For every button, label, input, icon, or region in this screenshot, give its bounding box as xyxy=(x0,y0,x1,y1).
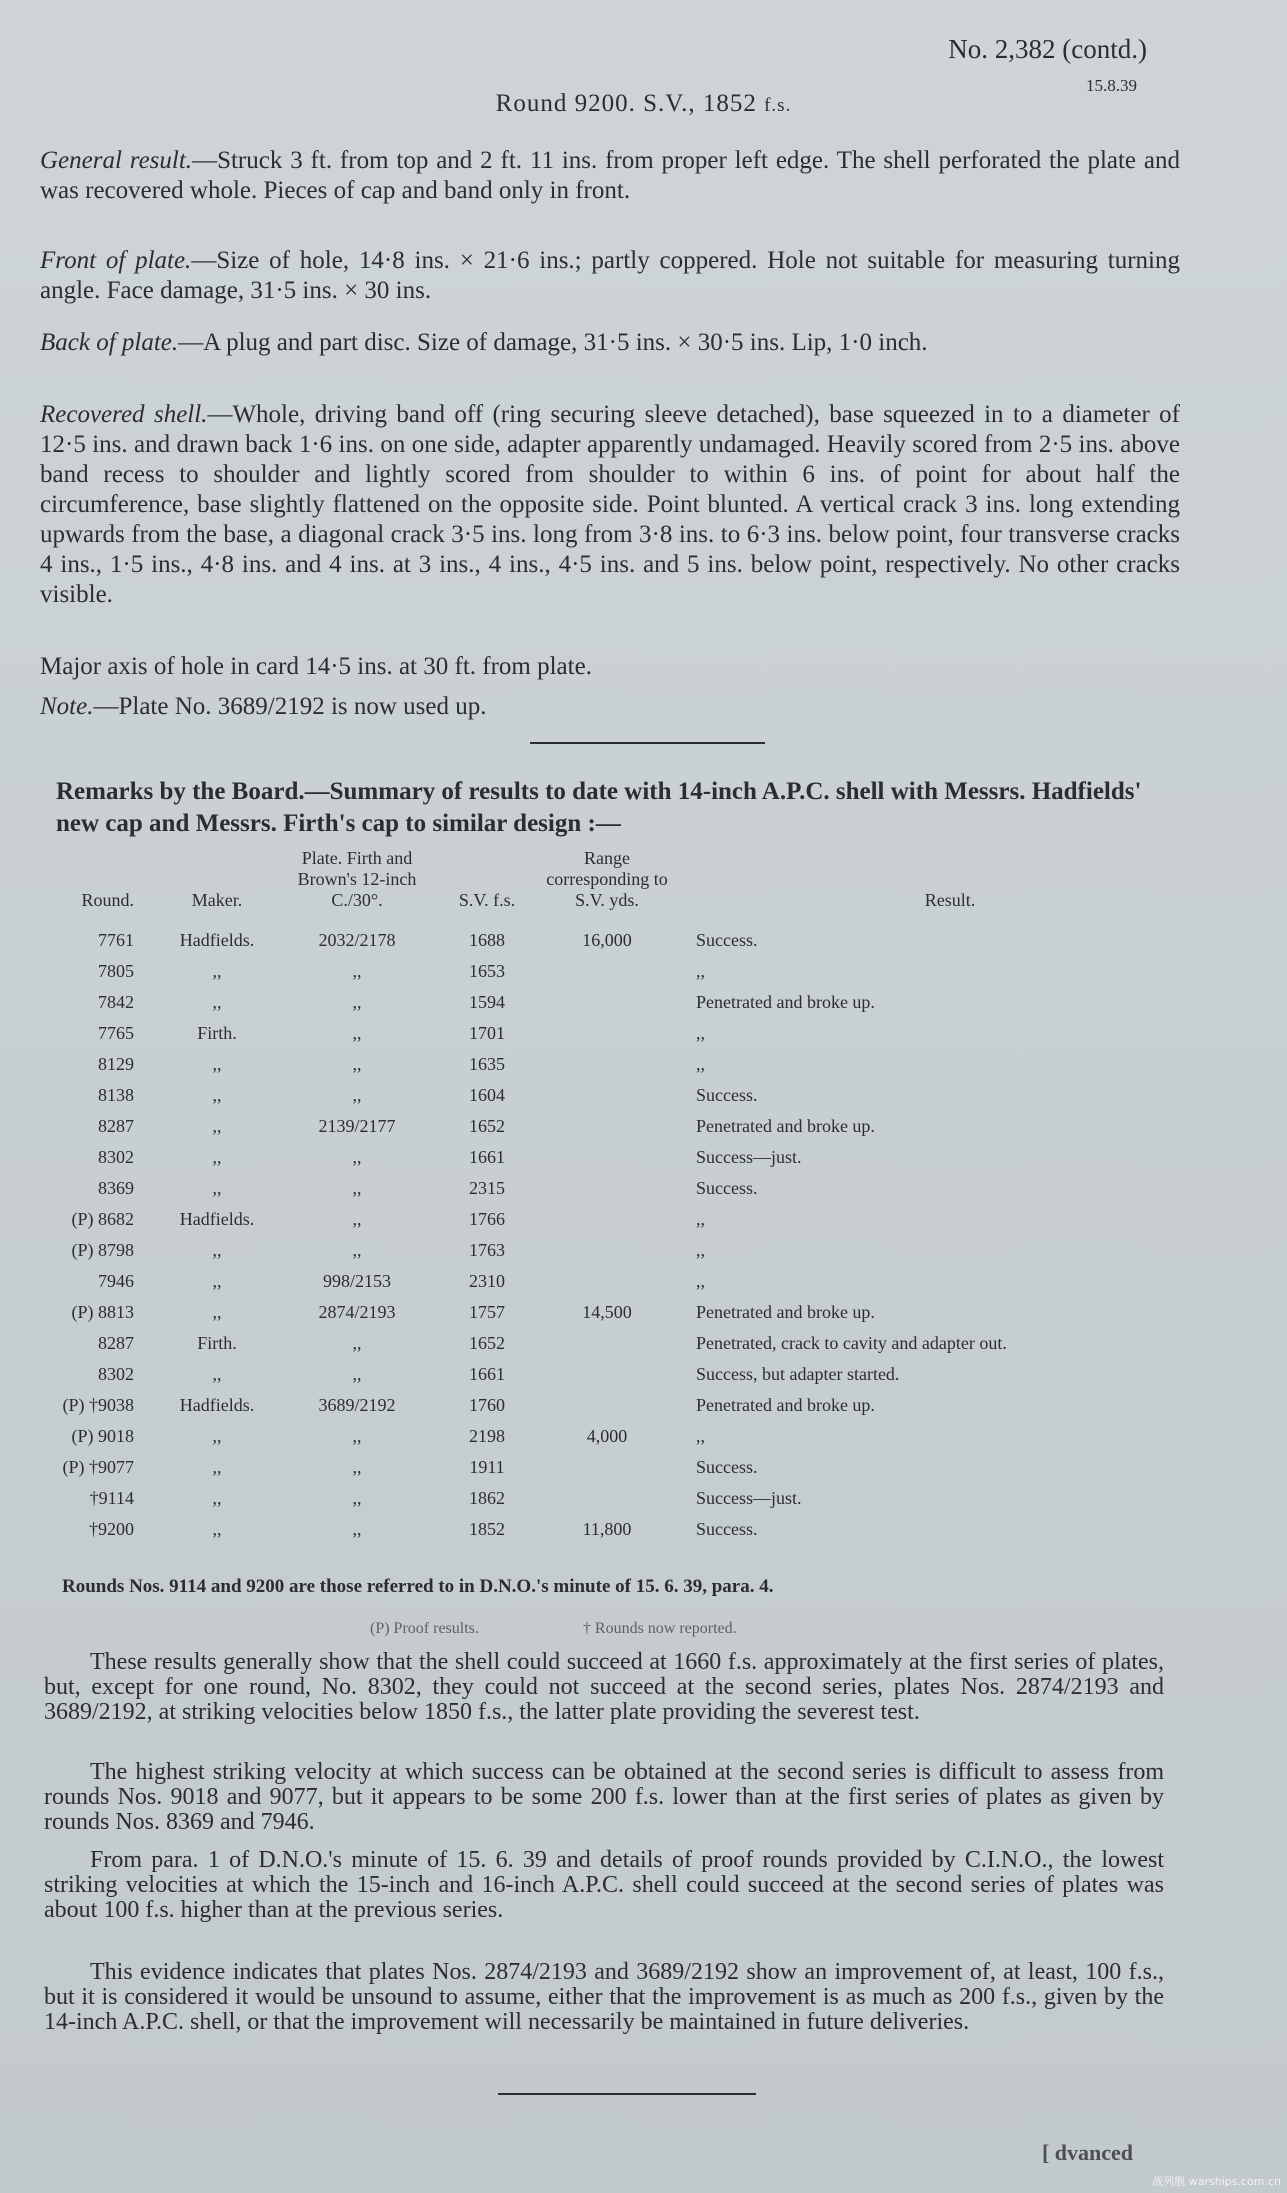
cell-round: (P) †9077 xyxy=(62,1457,134,1477)
table-row xyxy=(44,1204,1204,1235)
section-heading: Front of plate. xyxy=(40,247,192,274)
cell-maker: ,, xyxy=(212,1426,222,1446)
cell-result: ,, xyxy=(696,1271,705,1291)
cell-result: Success—just. xyxy=(696,1147,802,1167)
document-date: 15.8.39 xyxy=(1086,76,1137,95)
cell-range: 4,000 xyxy=(586,1426,628,1446)
cell-round: †9200 xyxy=(89,1519,134,1539)
cell-range xyxy=(542,1204,672,1235)
cell-result: ,, xyxy=(696,1426,705,1446)
cell-result: Penetrated and broke up. xyxy=(696,992,875,1012)
paragraph-3: From para. 1 of D.N.O.'s minute of 15. 6. 39 and details of proof rounds provided by C.I.N.O., the lowest striking velocities at which the 15-inch and 16-inch A.P.C. shell could succeed at the second series of plates was about 100 f.s. higher than at the previous series. xyxy=(44,1847,1164,1923)
table-row xyxy=(44,1235,1204,1266)
cell-plate: ,, xyxy=(352,1054,362,1074)
cell-plate: ,, xyxy=(352,1085,362,1105)
section-general-result xyxy=(40,146,1180,206)
cell-maker: ,, xyxy=(212,1085,222,1105)
cell-plate: ,, xyxy=(352,1147,362,1167)
cell-sv: 1635 xyxy=(469,1054,505,1074)
cell-sv: 1766 xyxy=(469,1209,505,1229)
paragraph-2: The highest striking velocity at which success can be obtained at the second series is difficult to assess from rounds Nos. 9018 and 9077, but it appears to be some 200 f.s. lower than at the first series of plates as given by rounds Nos. 8369 and 7946. xyxy=(44,1759,1164,1835)
table-row xyxy=(44,1111,1204,1142)
cell-range: 16,000 xyxy=(582,930,632,950)
section-text: Major axis of hole in card 14·5 ins. at 30 ft. from plate. xyxy=(40,653,592,680)
footer-catchword: [ dvanced xyxy=(1041,2140,1133,2165)
cell-result: Success. xyxy=(696,1457,758,1477)
section-heading: Recovered shell. xyxy=(40,401,208,428)
table-row xyxy=(44,1359,1204,1390)
cell-result: Success. xyxy=(696,1519,758,1539)
section-note xyxy=(40,692,1180,722)
cell-range xyxy=(542,1049,672,1080)
table-row xyxy=(44,925,1204,956)
cell-plate: ,, xyxy=(352,992,362,1012)
table-key-dagger: † Rounds now reported. xyxy=(582,1620,737,1637)
cell-round: 8129 xyxy=(98,1054,134,1074)
table-row xyxy=(44,987,1204,1018)
cell-plate: ,, xyxy=(352,1333,362,1353)
cell-plate: 3689/2192 xyxy=(318,1395,396,1415)
table-row xyxy=(44,1297,1204,1328)
cell-round: (P) 9018 xyxy=(71,1426,134,1446)
cell-result: Success. xyxy=(696,1178,758,1198)
cell-plate: 2032/2178 xyxy=(318,930,396,950)
cell-sv: 1653 xyxy=(469,961,505,981)
section-back-of-plate xyxy=(40,328,1180,358)
cell-range xyxy=(542,1390,672,1421)
col-range-header: Range corresponding to S.V. yds. xyxy=(546,848,668,910)
cell-sv: 1652 xyxy=(469,1333,505,1353)
cell-result: Penetrated and broke up. xyxy=(696,1116,875,1136)
cell-plate: ,, xyxy=(352,1209,362,1229)
cell-range xyxy=(542,1235,672,1266)
cell-plate: ,, xyxy=(352,1457,362,1477)
cell-sv: 1757 xyxy=(469,1302,505,1322)
cell-round: 8287 xyxy=(98,1333,134,1353)
cell-range xyxy=(542,956,672,987)
cell-maker: ,, xyxy=(212,1147,222,1167)
cell-sv: 2198 xyxy=(469,1426,505,1446)
table-row xyxy=(44,1514,1204,1545)
cell-sv: 1604 xyxy=(469,1085,505,1105)
cell-plate: 2874/2193 xyxy=(318,1302,396,1322)
col-maker-header: Maker. xyxy=(191,890,243,910)
col-sv-header: S.V. f.s. xyxy=(458,890,516,910)
cell-result: ,, xyxy=(696,1209,705,1229)
cell-round: (P) 8682 xyxy=(71,1209,134,1229)
cell-range xyxy=(542,1328,672,1359)
table-row xyxy=(44,1080,1204,1111)
paragraph-1: These results generally show that the shell could succeed at 1660 f.s. approximately at the first series of plates, but, except for one round, No. 8302, they could not succeed at the second series, plates Nos. 2874/2193 and 3689/2192, at striking velocities below 1850 f.s., the latter plate providing the severest test. xyxy=(44,1649,1164,1725)
cell-result: ,, xyxy=(696,1023,705,1043)
cell-result: Success, but adapter started. xyxy=(696,1364,900,1384)
round-title-text: Round 9200. S.V., 1852 xyxy=(495,90,757,117)
cell-round: 7805 xyxy=(98,961,134,981)
cell-range: 14,500 xyxy=(582,1302,632,1322)
closing-divider xyxy=(498,2093,756,2095)
cell-round: (P) 8813 xyxy=(71,1302,134,1322)
table-row xyxy=(44,1421,1204,1452)
results-table-body xyxy=(44,925,1204,1545)
cell-sv: 1760 xyxy=(469,1395,505,1415)
cell-result: Penetrated and broke up. xyxy=(696,1302,875,1322)
cell-round: (P) 8798 xyxy=(71,1240,134,1260)
cell-result: Penetrated, crack to cavity and adapter out. xyxy=(696,1333,1007,1353)
cell-maker: ,, xyxy=(212,1271,222,1291)
section-heading: General result. xyxy=(40,147,193,174)
cell-range xyxy=(542,1173,672,1204)
cell-sv: 1852 xyxy=(469,1519,505,1539)
cell-sv: 1701 xyxy=(469,1023,505,1043)
cell-maker: ,, xyxy=(212,1364,222,1384)
cell-sv: 1688 xyxy=(469,930,505,950)
cell-plate: ,, xyxy=(352,1364,362,1384)
cell-round: †9114 xyxy=(89,1488,134,1508)
cell-range xyxy=(542,1080,672,1111)
table-row xyxy=(44,1173,1204,1204)
cell-maker: Hadfields. xyxy=(179,930,255,950)
cell-maker: Firth. xyxy=(197,1023,237,1043)
cell-round: 8287 xyxy=(98,1116,134,1136)
cell-sv: 1862 xyxy=(469,1488,505,1508)
cell-sv: 2315 xyxy=(469,1178,505,1198)
cell-maker: Hadfields. xyxy=(179,1395,255,1415)
cell-round: 7761 xyxy=(98,930,134,950)
cell-range xyxy=(542,1483,672,1514)
cell-result: ,, xyxy=(696,1054,705,1074)
round-title xyxy=(0,90,1287,118)
col-round-header: Round. xyxy=(81,890,134,910)
cell-sv: 1911 xyxy=(469,1457,505,1477)
cell-sv: 1652 xyxy=(469,1116,505,1136)
cell-maker: ,, xyxy=(212,1116,222,1136)
section-text: —Size of hole, 14·8 ins. × 21·6 ins.; partly coppered. Hole not suitable for measuring turning angle. Face damage, 31·5 ins. × 30 ins. xyxy=(40,247,1181,304)
table-row xyxy=(44,1142,1204,1173)
cell-result: Penetrated and broke up. xyxy=(696,1395,875,1415)
table-key xyxy=(370,1620,837,1638)
cell-result: Success—just. xyxy=(696,1488,802,1508)
cell-round: 8369 xyxy=(98,1178,134,1198)
table-row xyxy=(44,1483,1204,1514)
table-row xyxy=(44,1452,1204,1483)
cell-sv: 1661 xyxy=(469,1147,505,1167)
section-text: —Plate No. 3689/2192 is now used up. xyxy=(93,693,487,720)
paragraph-4: This evidence indicates that plates Nos. 2874/2193 and 3689/2192 show an improvement of, at least, 100 f.s., but it is considered it would be unsound to assume, either that the improvement is as much as 200 f.s., given by the 14-inch A.P.C. shell, or that the improvement will necessarily be maintained in future deliveries. xyxy=(44,1959,1164,2035)
cell-maker: ,, xyxy=(212,961,222,981)
section-front-of-plate xyxy=(40,246,1180,306)
cell-round: (P) †9038 xyxy=(62,1395,134,1415)
cell-result: Success. xyxy=(696,930,758,950)
cell-maker: Firth. xyxy=(197,1333,237,1353)
cell-plate: ,, xyxy=(352,1023,362,1043)
cell-range xyxy=(542,987,672,1018)
cell-result: ,, xyxy=(696,1240,705,1260)
col-plate-header: Plate. Firth and Brown's 12-inch C./30°. xyxy=(297,848,417,910)
document-number: No. 2,382 (contd.) xyxy=(948,34,1147,64)
cell-maker: ,, xyxy=(212,1240,222,1260)
cell-range xyxy=(542,1142,672,1173)
cell-sv: 1661 xyxy=(469,1364,505,1384)
section-text: —A plug and part disc. Size of damage, 31·5 ins. × 30·5 ins. Lip, 1·0 inch. xyxy=(178,329,928,356)
section-recovered-shell xyxy=(40,400,1180,610)
cell-sv: 1763 xyxy=(469,1240,505,1260)
cell-range: 11,800 xyxy=(582,1519,632,1539)
cell-range xyxy=(542,1452,672,1483)
section-heading: Note. xyxy=(40,693,94,720)
cell-sv: 1594 xyxy=(469,992,505,1012)
cell-round: 7946 xyxy=(98,1271,134,1291)
cell-range xyxy=(542,1018,672,1049)
section-heading: Back of plate. xyxy=(40,329,179,356)
results-table xyxy=(44,848,1204,1545)
table-row xyxy=(44,956,1204,987)
cell-maker: ,, xyxy=(212,992,222,1012)
cell-round: 7842 xyxy=(98,992,134,1012)
cell-maker: ,, xyxy=(212,1457,222,1477)
cell-maker: ,, xyxy=(212,1488,222,1508)
cell-plate: 998/2153 xyxy=(322,1271,391,1291)
cell-plate: ,, xyxy=(352,1178,362,1198)
table-row xyxy=(44,1049,1204,1080)
section-major-axis xyxy=(40,652,1180,682)
cell-range xyxy=(542,1111,672,1142)
remarks-heading: Remarks by the Board.—Summary of results to date with 14-inch A.P.C. shell with Messrs. Hadfields' new cap and Messrs. Firth's cap to similar design :— xyxy=(56,778,1142,837)
cell-plate: ,, xyxy=(352,1240,362,1260)
cell-range xyxy=(542,1359,672,1390)
cell-round: 8302 xyxy=(98,1364,134,1384)
round-title-unit: f.s. xyxy=(764,95,792,116)
watermark: 战列舰 warships.com.cn xyxy=(1152,2175,1281,2188)
cell-plate: ,, xyxy=(352,1519,362,1539)
cell-plate: ,, xyxy=(352,961,362,981)
col-result-header: Result. xyxy=(924,890,976,910)
cell-maker: ,, xyxy=(212,1178,222,1198)
table-note: Rounds Nos. 9114 and 9200 are those referred to in D.N.O.'s minute of 15. 6. 39, para. 4. xyxy=(62,1576,774,1597)
cell-plate: ,, xyxy=(352,1488,362,1508)
cell-result: Success. xyxy=(696,1085,758,1105)
cell-result: ,, xyxy=(696,961,705,981)
cell-round: 8138 xyxy=(98,1085,134,1105)
cell-range xyxy=(542,1266,672,1297)
table-row xyxy=(44,1266,1204,1297)
table-row xyxy=(44,1018,1204,1049)
cell-maker: ,, xyxy=(212,1054,222,1074)
table-row xyxy=(44,1328,1204,1359)
results-table-header xyxy=(44,848,1204,925)
cell-maker: ,, xyxy=(212,1302,222,1322)
cell-plate: ,, xyxy=(352,1426,362,1446)
cell-round: 8302 xyxy=(98,1147,134,1167)
section-divider xyxy=(530,742,765,744)
section-text: —Struck 3 ft. from top and 2 ft. 11 ins. from proper left edge. The shell perforated the plate and was recovered whole. Pieces of cap and band only in front. xyxy=(40,147,1180,204)
cell-maker: ,, xyxy=(212,1519,222,1539)
cell-round: 7765 xyxy=(98,1023,134,1043)
table-row xyxy=(44,1390,1204,1421)
table-key-proof: (P) Proof results. xyxy=(370,1620,479,1637)
section-text: —Whole, driving band off (ring securing sleeve detached), base squeezed in to a diameter of 12·5 ins. and drawn back 1·6 ins. on one side, adapter apparently undamaged. Heavily scored from 2·5 ins. above band recess to shoulder and lightly scored from shoulder to within 6 ins. of point for about half the circumference, base slightly flattened on the opposite side. Point blunted. A vertical crack 3 ins. long extending upwards from the base, a diagonal crack 3·5 ins. long from 3·8 ins. to 6·3 ins. below point, four transverse cracks 4 ins., 1·5 ins., 4·8 ins. and 4 ins. at 3 ins., 4 ins., 4·5 ins. and 5 ins. below point, respectively. No other cracks visible. xyxy=(40,401,1180,608)
cell-sv: 2310 xyxy=(469,1271,505,1291)
cell-maker: Hadfields. xyxy=(179,1209,255,1229)
cell-plate: 2139/2177 xyxy=(318,1116,396,1136)
